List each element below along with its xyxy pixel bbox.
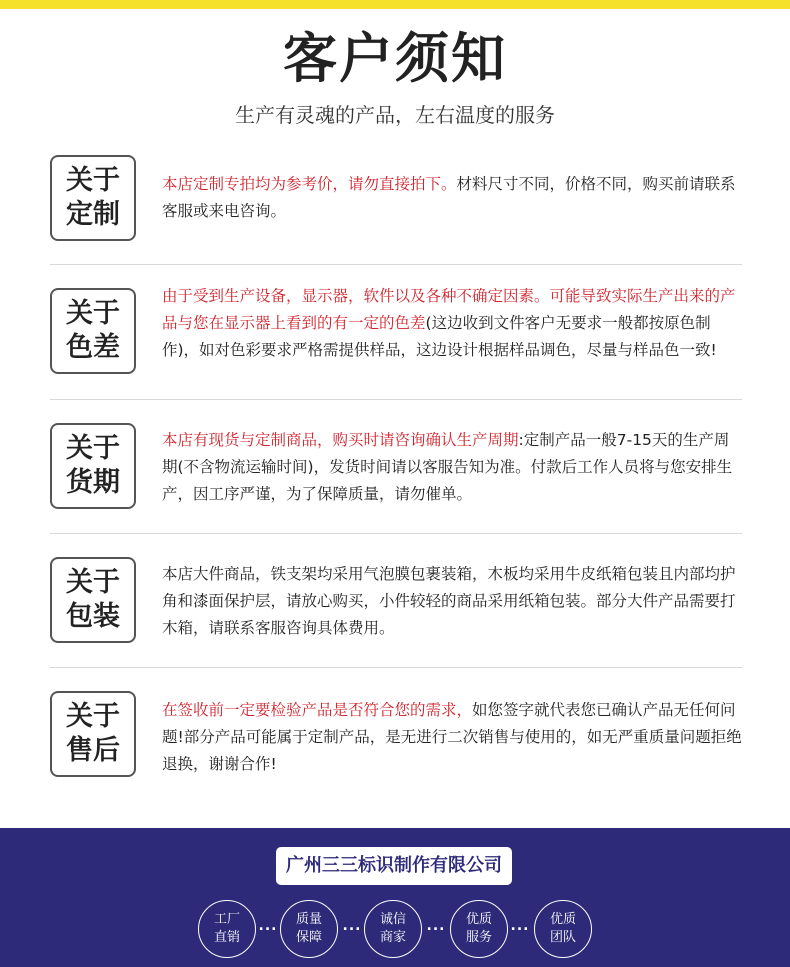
page-title: 客户须知 (283, 27, 507, 90)
highlight-text: 由于受到生产设备，显示器，软件以及各种不确定因素。可能导致实际生产出来的产品与您在显示器上看到的有一定的色差 (162, 287, 736, 332)
section-description (162, 427, 744, 508)
highlight-text: 在签收前一定要检验产品是否符合您的需求， (162, 701, 473, 719)
feature-line1: 优质 (549, 912, 576, 927)
badge-line2: 色差 (66, 332, 120, 363)
feature-badge (280, 900, 338, 958)
company-name-label: 广州三三标识制作有限公司 (276, 847, 512, 885)
page-subtitle: 生产有灵魂的产品，左右温度的服务 (235, 103, 555, 127)
badge-line2: 售后 (66, 735, 120, 766)
feature-badge (534, 900, 592, 958)
feature-line2: 服务 (465, 930, 492, 945)
notice-section-after-sales (50, 691, 742, 777)
section-badge (50, 423, 136, 509)
highlight-text: 本店有现货与定制商品，购买时请咨询确认生产周期 (162, 431, 519, 449)
body-text: (这边收到文件客户无要求一般都按原色制作)，如对色彩要求严格需提供样品，这边设计根据样品调色，尽量与样品色一致! (162, 314, 717, 359)
badge-line2: 包装 (66, 601, 120, 632)
feature-line2: 团队 (549, 930, 576, 945)
section-divider (50, 667, 742, 668)
feature-separator: ... (342, 918, 362, 934)
badge-line2: 定制 (66, 199, 120, 230)
notice-section-delivery (50, 423, 742, 509)
footer-banner (0, 828, 790, 967)
section-description (162, 561, 744, 642)
highlight-text: 本店定制专拍均为参考价，请勿直接拍下。 (162, 175, 457, 193)
feature-line1: 工厂 (213, 912, 240, 927)
feature-line1: 质量 (295, 912, 322, 927)
feature-badge (198, 900, 256, 958)
top-accent-bar (0, 0, 790, 9)
feature-line1: 优质 (465, 912, 492, 927)
badge-line1: 关于 (66, 298, 120, 329)
feature-line1: 诚信 (379, 912, 406, 927)
notice-section-packaging (50, 557, 742, 643)
section-description (162, 171, 744, 225)
section-description (162, 697, 744, 778)
body-text: 本店大件商品，铁支架均采用气泡膜包裹装箱，木板均采用牛皮纸箱包装且内部均护角和漆面保护层，请放心购买，小件较轻的商品采用纸箱包装。部分大件产品需要打木箱，请联系客服咨询具体费用。 (162, 565, 736, 637)
section-divider (50, 399, 742, 400)
feature-separator: ... (510, 918, 530, 934)
body-text: :定制产品一般7-15天的生产周期(不含物流运输时间)，发货时间请以客服告知为准。付款后工作人员将与您安排生产，因工序严谨，为了保障质量，请勿催单。 (162, 431, 733, 503)
badge-line1: 关于 (66, 567, 120, 598)
feature-line2: 商家 (379, 930, 406, 945)
section-badge (50, 288, 136, 374)
badge-line2: 货期 (66, 467, 120, 498)
section-badge (50, 155, 136, 241)
body-text: 材料尺寸不同，价格不同，购买前请联系客服或来电咨询。 (162, 175, 736, 220)
feature-separator: ... (426, 918, 446, 934)
badge-line1: 关于 (66, 433, 120, 464)
body-text: 如您签字就代表您已确认产品无任何问题!部分产品可能属于定制产品，是无进行二次销售与使用的，如无严重质量问题拒绝退换，谢谢合作! (162, 701, 742, 773)
notice-section-customization (50, 155, 742, 241)
feature-badge (364, 900, 422, 958)
badge-line1: 关于 (66, 701, 120, 732)
section-divider (50, 533, 742, 534)
feature-row (198, 900, 594, 960)
section-badge (50, 557, 136, 643)
section-divider (50, 264, 742, 265)
section-badge (50, 691, 136, 777)
feature-separator: ... (258, 918, 278, 934)
feature-badge (450, 900, 508, 958)
section-description (162, 283, 744, 364)
feature-line2: 直销 (213, 930, 240, 945)
feature-line2: 保障 (295, 930, 322, 945)
notice-section-color-difference (50, 288, 742, 396)
badge-line1: 关于 (66, 165, 120, 196)
